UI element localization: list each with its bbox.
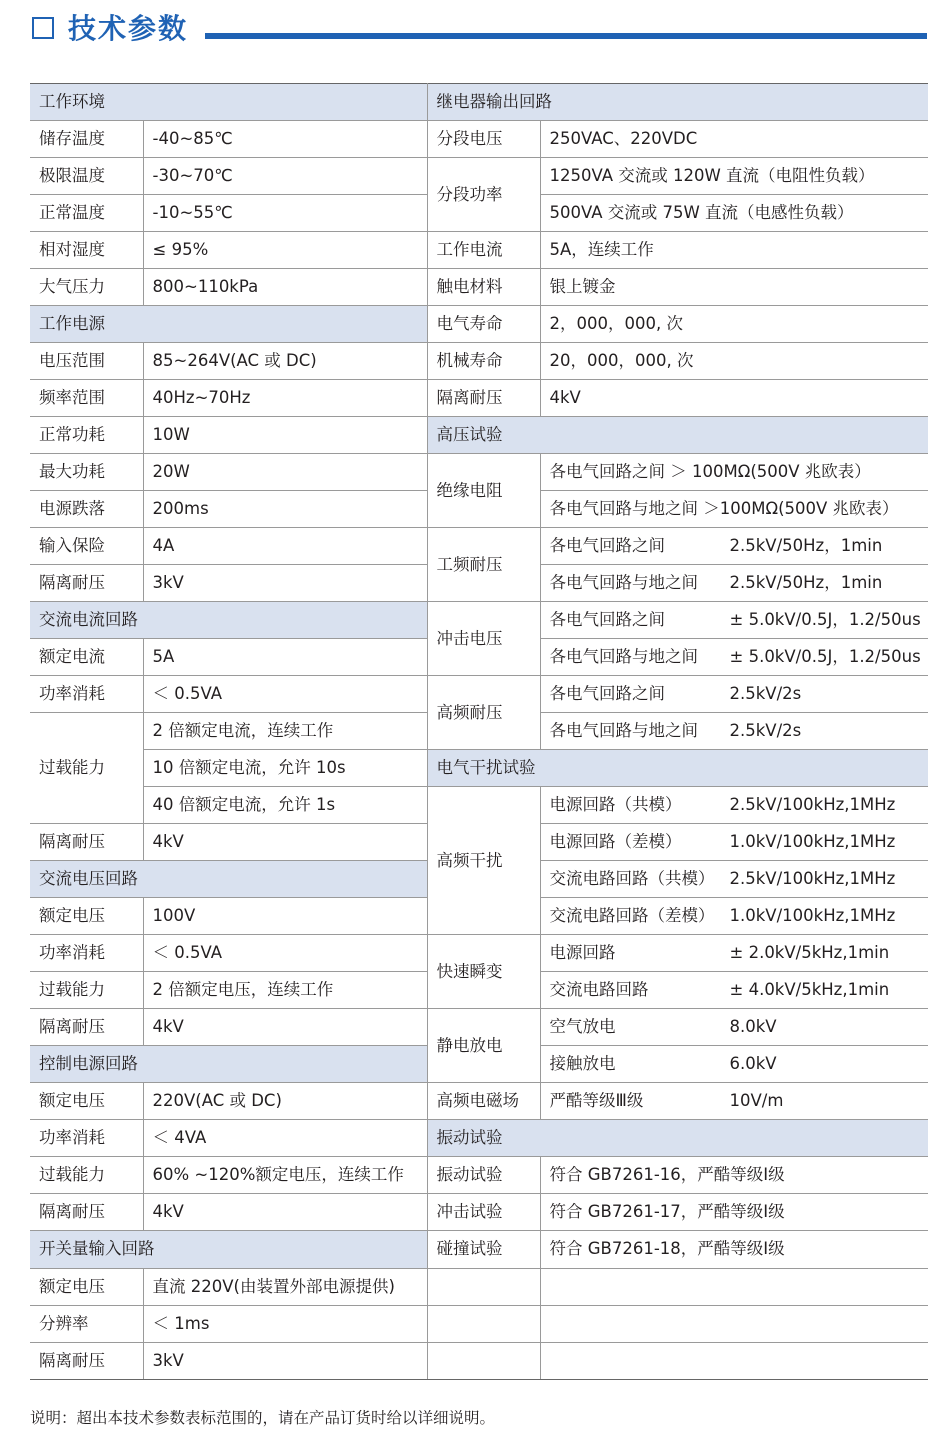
test-item: 各电气回路之间 xyxy=(549,610,665,630)
param-value xyxy=(540,676,928,713)
param-value xyxy=(540,639,928,676)
param-value: 3kV xyxy=(143,565,427,602)
param-label: 正常温度 xyxy=(30,195,143,232)
checkbox-square-icon xyxy=(32,17,54,39)
param-value: 4A xyxy=(143,528,427,565)
param-value: 5A xyxy=(143,639,427,676)
param-label: 高频电磁场 xyxy=(427,1083,540,1120)
test-item: 交流电路回路（差模） xyxy=(549,906,715,926)
param-label: 额定电压 xyxy=(30,898,143,935)
param-label: 储存温度 xyxy=(30,121,143,158)
test-item: 各电气回路之间 xyxy=(549,684,665,704)
param-value: 符合 GB7261-18，严酷等级Ⅰ级 xyxy=(540,1231,928,1268)
test-item: 电源回路（差模） xyxy=(549,832,682,852)
empty-cell xyxy=(427,1342,540,1379)
param-label: 电源跌落 xyxy=(30,491,143,528)
param-value: 2 倍额定电流，连续工作 xyxy=(143,713,427,750)
param-label: 高频干扰 xyxy=(427,787,540,935)
param-value: 各电气回路与地之间 ＞100MΩ(500V 兆欧表） xyxy=(540,491,928,528)
param-value: 60% ~120%额定电压，连续工作 xyxy=(143,1157,427,1194)
param-value xyxy=(540,787,928,824)
header-rule xyxy=(205,33,927,39)
section-header-ctrl-power: 控制电源回路 xyxy=(30,1046,427,1083)
spec-table-container xyxy=(30,83,928,1380)
param-label: 极限温度 xyxy=(30,158,143,195)
test-value: ± 5.0kV/0.5J，1.2/50us xyxy=(729,647,921,667)
param-label: 大气压力 xyxy=(30,269,143,306)
table-row xyxy=(30,935,928,972)
param-label: 输入保险 xyxy=(30,528,143,565)
section-header-power: 工作电源 xyxy=(30,306,427,343)
param-value: 10 倍额定电流，允许 10s xyxy=(143,750,427,787)
param-value: 4kV xyxy=(143,824,427,861)
param-value xyxy=(540,565,928,602)
section-header-env: 工作环境 xyxy=(30,84,427,121)
param-label: 额定电流 xyxy=(30,639,143,676)
test-value: 1.0kV/100kHz,1MHz xyxy=(729,906,896,926)
param-value: ＜ 4VA xyxy=(143,1120,427,1157)
param-value: ＜ 1ms xyxy=(143,1305,427,1342)
test-value: 2.5kV/2s xyxy=(729,721,802,741)
table-row xyxy=(30,1231,928,1268)
param-value: 符合 GB7261-16，严酷等级Ⅰ级 xyxy=(540,1157,928,1194)
param-value: -30~70℃ xyxy=(143,158,427,195)
param-value xyxy=(540,713,928,750)
test-item: 各电气回路与地之间 xyxy=(549,573,698,593)
param-value xyxy=(540,1046,928,1083)
section-header-hv: 高压试验 xyxy=(427,417,928,454)
table-row xyxy=(30,676,928,713)
param-label: 过载能力 xyxy=(30,713,143,824)
param-value: 40Hz~70Hz xyxy=(143,380,427,417)
test-item: 交流电路回路 xyxy=(549,980,649,1000)
table-row xyxy=(30,787,928,824)
param-value: 各电气回路之间 ＞ 100MΩ(500V 兆欧表） xyxy=(540,454,928,491)
param-label: 工频耐压 xyxy=(427,528,540,602)
page-title: 技术参数 xyxy=(68,12,189,45)
empty-cell xyxy=(427,1268,540,1305)
param-value xyxy=(540,1009,928,1046)
table-row xyxy=(30,1009,928,1046)
test-item: 电源回路 xyxy=(549,943,616,963)
param-value: 5A，连续工作 xyxy=(540,232,928,269)
test-value: 8.0kV xyxy=(729,1017,777,1037)
test-value: 10V/m xyxy=(729,1091,784,1111)
param-value: 200ms xyxy=(143,491,427,528)
test-item: 电源回路（共模） xyxy=(549,795,682,815)
table-row xyxy=(30,417,928,454)
param-value: 500VA 交流或 75W 直流（电感性负载） xyxy=(540,195,928,232)
param-label: 冲击试验 xyxy=(427,1194,540,1231)
param-value: 直流 220V(由装置外部电源提供) xyxy=(143,1268,427,1305)
param-value: -40~85℃ xyxy=(143,121,427,158)
param-value: 1250VA 交流或 120W 直流（电阻性负载） xyxy=(540,158,928,195)
param-value xyxy=(540,861,928,898)
param-label: 振动试验 xyxy=(427,1157,540,1194)
section-header-vib: 振动试验 xyxy=(427,1120,928,1157)
test-value: 6.0kV xyxy=(729,1054,777,1074)
table-row xyxy=(30,158,928,195)
footnote: 说明：超出本技术参数表标范围的，请在产品订货时给以详细说明。 xyxy=(30,1409,496,1427)
table-row xyxy=(30,750,928,787)
empty-cell xyxy=(540,1342,928,1379)
section-header-emc: 电气干扰试验 xyxy=(427,750,928,787)
param-value xyxy=(540,1083,928,1120)
param-value: 85~264V(AC 或 DC) xyxy=(143,343,427,380)
table-row xyxy=(30,84,928,121)
section-header-ac-current: 交流电流回路 xyxy=(30,602,427,639)
param-label: 工作电流 xyxy=(427,232,540,269)
param-label: 功率消耗 xyxy=(30,1120,143,1157)
param-value: 800~110kPa xyxy=(143,269,427,306)
param-value: 银上镀金 xyxy=(540,269,928,306)
table-row xyxy=(30,269,928,306)
test-value: 2.5kV/50Hz，1min xyxy=(729,573,883,593)
param-value: ＜ 0.5VA xyxy=(143,935,427,972)
param-label: 隔离耐压 xyxy=(30,565,143,602)
table-row xyxy=(30,1342,928,1379)
test-value: ± 4.0kV/5kHz,1min xyxy=(729,980,890,1000)
test-value: 2.5kV/50Hz，1min xyxy=(729,536,883,556)
param-value xyxy=(540,972,928,1009)
test-value: 2.5kV/100kHz,1MHz xyxy=(729,869,896,889)
param-label: 静电放电 xyxy=(427,1009,540,1083)
section-header-switch-input: 开关量输入回路 xyxy=(30,1231,427,1268)
param-label: 额定电压 xyxy=(30,1083,143,1120)
table-row xyxy=(30,602,928,639)
table-row xyxy=(30,306,928,343)
param-label: 高频耐压 xyxy=(427,676,540,750)
test-item: 严酷等级Ⅲ级 xyxy=(549,1091,644,1111)
param-label: 电压范围 xyxy=(30,343,143,380)
param-label: 最大功耗 xyxy=(30,454,143,491)
param-label: 分段功率 xyxy=(427,158,540,232)
param-value: 4kV xyxy=(143,1194,427,1231)
empty-cell xyxy=(427,1305,540,1342)
param-label: 隔离耐压 xyxy=(30,1009,143,1046)
test-value: ± 2.0kV/5kHz,1min xyxy=(729,943,890,963)
test-item: 各电气回路与地之间 xyxy=(549,647,698,667)
param-value xyxy=(540,824,928,861)
table-row xyxy=(30,1268,928,1305)
param-value xyxy=(540,935,928,972)
param-value: 2，000，000, 次 xyxy=(540,306,928,343)
param-label: 快速瞬变 xyxy=(427,935,540,1009)
param-value: 20，000，000, 次 xyxy=(540,343,928,380)
param-value: 2 倍额定电压，连续工作 xyxy=(143,972,427,1009)
param-label: 分辨率 xyxy=(30,1305,143,1342)
param-value: 40 倍额定电流，允许 1s xyxy=(143,787,427,824)
section-header-relay: 继电器输出回路 xyxy=(427,84,928,121)
test-item: 交流电路回路（共模） xyxy=(549,869,715,889)
param-value: 220V(AC 或 DC) xyxy=(143,1083,427,1120)
page-header xyxy=(0,0,950,70)
table-row xyxy=(30,1157,928,1194)
param-label: 过载能力 xyxy=(30,972,143,1009)
param-value: 20W xyxy=(143,454,427,491)
table-row xyxy=(30,343,928,380)
test-value: ± 5.0kV/0.5J，1.2/50us xyxy=(729,610,921,630)
section-header-ac-voltage: 交流电压回路 xyxy=(30,861,427,898)
param-label: 隔离耐压 xyxy=(30,1194,143,1231)
param-label: 触电材料 xyxy=(427,269,540,306)
param-label: 相对湿度 xyxy=(30,232,143,269)
param-value: 10W xyxy=(143,417,427,454)
param-label: 隔离耐压 xyxy=(30,824,143,861)
spec-table xyxy=(30,83,928,1380)
param-value: -10~55℃ xyxy=(143,195,427,232)
table-row xyxy=(30,121,928,158)
param-value xyxy=(540,528,928,565)
test-item: 空气放电 xyxy=(549,1017,616,1037)
table-row xyxy=(30,1120,928,1157)
param-label: 频率范围 xyxy=(30,380,143,417)
table-row xyxy=(30,380,928,417)
param-value: ≤ 95% xyxy=(143,232,427,269)
param-value: 符合 GB7261-17，严酷等级Ⅰ级 xyxy=(540,1194,928,1231)
empty-cell xyxy=(540,1305,928,1342)
param-label: 分段电压 xyxy=(427,121,540,158)
test-value: 1.0kV/100kHz,1MHz xyxy=(729,832,896,852)
param-value: ＜ 0.5VA xyxy=(143,676,427,713)
table-row xyxy=(30,1083,928,1120)
table-row xyxy=(30,1194,928,1231)
param-value: 4kV xyxy=(143,1009,427,1046)
table-row xyxy=(30,528,928,565)
table-row xyxy=(30,454,928,491)
param-label: 冲击电压 xyxy=(427,602,540,676)
param-value: 4kV xyxy=(540,380,928,417)
test-item: 各电气回路与地之间 xyxy=(549,721,698,741)
param-value: 250VAC、220VDC xyxy=(540,121,928,158)
param-value xyxy=(540,602,928,639)
test-item: 接触放电 xyxy=(549,1054,616,1074)
param-label: 额定电压 xyxy=(30,1268,143,1305)
table-row xyxy=(30,1305,928,1342)
test-item: 各电气回路之间 xyxy=(549,536,665,556)
param-label: 正常功耗 xyxy=(30,417,143,454)
test-value: 2.5kV/100kHz,1MHz xyxy=(729,795,896,815)
param-label: 机械寿命 xyxy=(427,343,540,380)
param-value: 3kV xyxy=(143,1342,427,1379)
empty-cell xyxy=(540,1268,928,1305)
param-label: 绝缘电阻 xyxy=(427,454,540,528)
test-value: 2.5kV/2s xyxy=(729,684,802,704)
param-label: 功率消耗 xyxy=(30,676,143,713)
param-label: 隔离耐压 xyxy=(30,1342,143,1379)
param-label: 隔离耐压 xyxy=(427,380,540,417)
param-value: 100V xyxy=(143,898,427,935)
param-label: 碰撞试验 xyxy=(427,1231,540,1268)
table-row xyxy=(30,232,928,269)
param-label: 过载能力 xyxy=(30,1157,143,1194)
param-value xyxy=(540,898,928,935)
param-label: 电气寿命 xyxy=(427,306,540,343)
param-label: 功率消耗 xyxy=(30,935,143,972)
